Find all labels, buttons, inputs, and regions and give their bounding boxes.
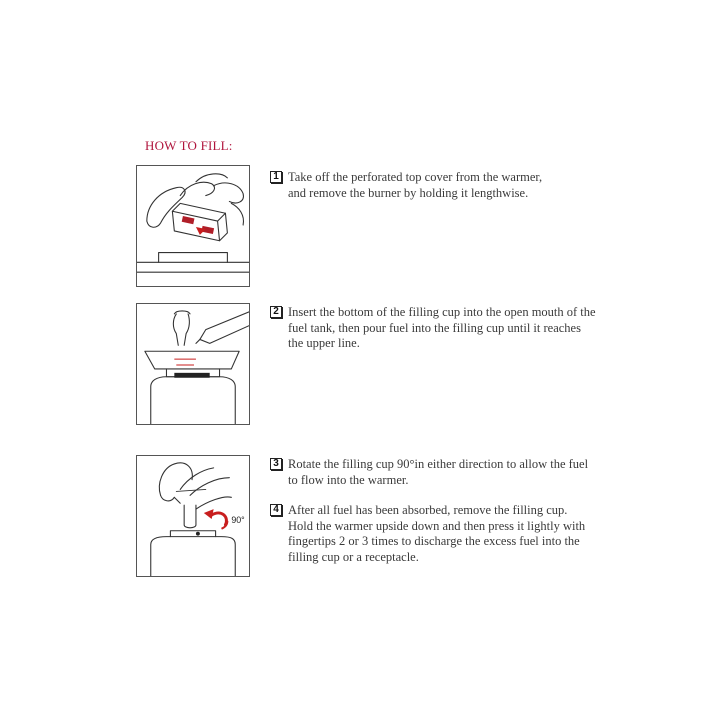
illustration-remove-burner	[136, 165, 250, 287]
step-number-3: 3	[270, 458, 282, 470]
step-2-text: Insert the bottom of the filling cup into the open mouth of the fuel tank, then pour fuel into the filling cup until it reaches the upper line.	[288, 305, 596, 350]
illustration-rotate-cup	[136, 455, 250, 577]
page-title: HOW TO FILL:	[145, 138, 233, 153]
step-4	[270, 503, 585, 565]
step-1-text: Take off the perforated top cover from the warmer, and remove the burner by holding it lengthwise.	[288, 170, 543, 200]
step-2	[270, 305, 596, 352]
step-number-1: 1	[270, 171, 282, 183]
step-3-text: Rotate the filling cup 90°in either direction to allow the fuel to flow into the warmer.	[288, 457, 589, 487]
step-3	[270, 457, 588, 488]
remove-burner-drawing	[137, 166, 249, 286]
rotation-angle-label: 90°	[231, 514, 245, 525]
rotate-cup-drawing	[137, 456, 249, 576]
pour-fuel-drawing	[137, 304, 249, 424]
step-1	[270, 170, 542, 201]
step-number-4: 4	[270, 504, 282, 516]
step-number-2: 2	[270, 306, 282, 318]
illustration-pour-fuel	[136, 303, 250, 425]
step-4-text: After all fuel has been absorbed, remove the filling cup. Hold the warmer upside down and then press it lightly with fingertips 2 or 3 times to discharge the excess fuel into the filling cup or a receptacle.	[288, 503, 586, 564]
